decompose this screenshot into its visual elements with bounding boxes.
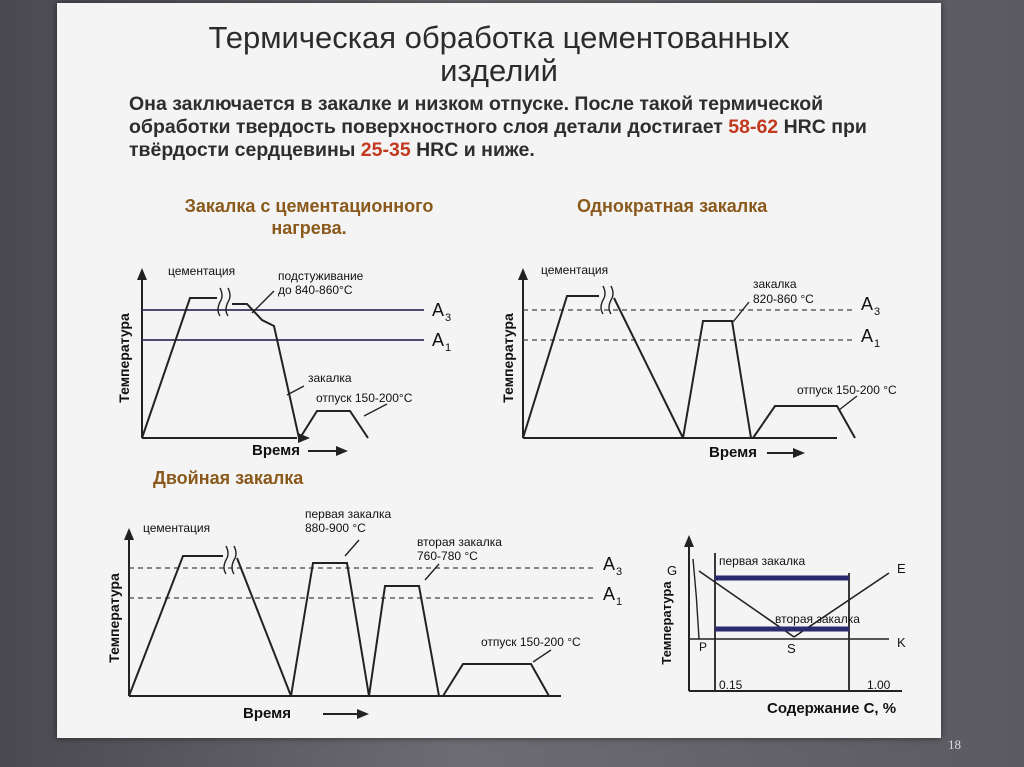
second-quench-curve [369, 586, 439, 696]
cooling-label-1: подстуживание [278, 269, 364, 283]
point-g: G [667, 563, 678, 578]
first-quench-label: первая закалка [719, 554, 806, 568]
quench-label-1: закалка [753, 277, 797, 291]
first-quench-curve [291, 563, 369, 696]
cementation-label: цементация [143, 521, 211, 535]
surface-hardness: 58-62 [728, 116, 779, 138]
temper-curve [300, 411, 368, 438]
svg-text:1: 1 [616, 596, 623, 608]
temper-label: отпуск 150-200 °С [481, 635, 581, 649]
y-axis-label: Температура [500, 313, 516, 403]
diagram-fe-c-fragment [657, 533, 927, 723]
cooling-label-2: до 840-860°С [278, 283, 353, 297]
svg-text:3: 3 [445, 312, 452, 324]
a1-label: A [603, 584, 616, 604]
c-015-label: 0.15 [719, 678, 743, 692]
intro-paragraph: Она заключается в закалке и низком отпуске. После такой термической обработки твердость поверхностного слоя детали достигает 58-62 HRC при твёрдости сердцевины 25-35 HRC и ниже. [129, 93, 867, 161]
subtitle-single-quench: Однократная закалка [577, 196, 768, 216]
temper-curve [443, 664, 549, 696]
cooling-curve [232, 304, 299, 438]
temper-label: отпуск 150-200°С [316, 391, 413, 405]
a3-label: A [603, 554, 616, 574]
heating-curve [129, 556, 223, 696]
second-quench-label: вторая закалка [775, 612, 860, 626]
point-k: K [897, 635, 906, 650]
y-axis-label: Температура [106, 573, 122, 663]
first-quench-label-1: первая закалка [305, 507, 392, 521]
diagram-single-quench [487, 258, 927, 468]
quench-curve [683, 321, 751, 438]
second-quench-label-1: вторая закалка [417, 535, 502, 549]
heating-curve [142, 298, 217, 438]
x-axis-label: Время [709, 444, 757, 461]
quench-label: закалка [308, 371, 352, 385]
diagram-double-quench [93, 498, 663, 728]
a1-label: A [432, 330, 445, 350]
core-hardness: 25-35 [360, 139, 411, 161]
quench-label-2: 820-860 °С [753, 292, 814, 306]
svg-text:1: 1 [445, 342, 452, 354]
page-number: 18 [948, 737, 961, 752]
cooling-curve [237, 558, 291, 696]
x-axis-label: Время [252, 442, 300, 459]
cementation-label: цементация [541, 263, 609, 277]
c-100-label: 1.00 [867, 678, 891, 692]
slide [57, 3, 941, 738]
a1-label: A [861, 326, 874, 346]
cooling-curve [614, 298, 683, 438]
point-p: P [699, 640, 708, 654]
y-axis-label: Температура [116, 313, 132, 403]
diagram-carburizing-quench [102, 258, 482, 468]
temper-label: отпуск 150-200 °С [797, 383, 897, 397]
a3-label: A [432, 300, 445, 320]
cementation-label: цементация [168, 264, 236, 278]
svg-text:1: 1 [874, 338, 881, 350]
subtitle-double-quench: Двойная закалка [153, 468, 304, 488]
point-s: S [787, 641, 796, 656]
x-axis-label: Содержание С, % [767, 700, 897, 717]
break-mark [218, 288, 230, 316]
first-quench-label-2: 880-900 °С [305, 521, 366, 535]
break-mark [224, 546, 236, 574]
x-axis-label: Время [243, 705, 291, 722]
gp-curve [693, 559, 699, 639]
heating-curve [523, 296, 599, 438]
slide-title [57, 21, 941, 87]
a3-label: A [861, 294, 874, 314]
title-line-1: Термическая обработка цементованных [208, 20, 790, 55]
point-e: E [897, 561, 906, 576]
y-axis-arrow [137, 268, 147, 280]
title-line-2: изделий [440, 53, 558, 88]
y-axis-label: Температура [659, 581, 674, 665]
svg-text:3: 3 [616, 566, 623, 578]
svg-text:3: 3 [874, 306, 881, 318]
subtitle-carburizing-quench: Закалка с цементационного нагрева. [184, 196, 434, 238]
second-quench-label-2: 760-780 °С [417, 549, 478, 563]
temper-curve [753, 406, 855, 438]
